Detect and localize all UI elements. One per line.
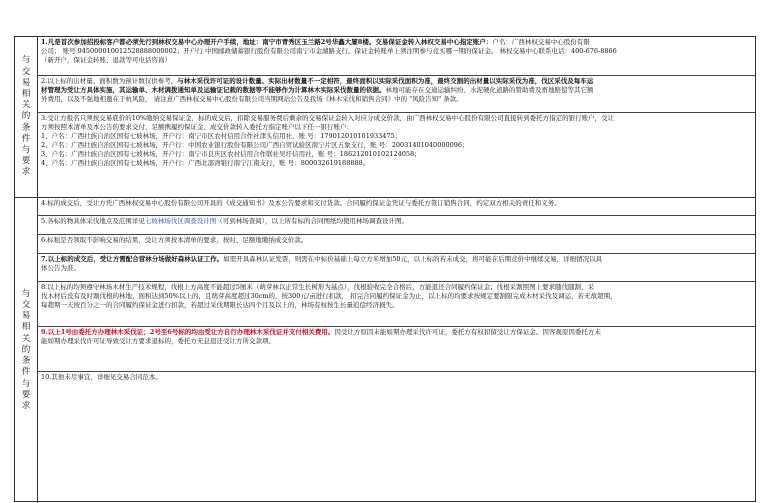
clause-line	[41, 56, 752, 65]
clause-text: 能如期办理采伐许可证导致受让方要求退标的，委托方无息退还受让方所交款项。	[41, 337, 275, 345]
clause-text: 10.其他未尽事宜，详细见交易合同范本。	[41, 373, 162, 381]
clause-line	[41, 132, 752, 141]
clause-line	[41, 95, 752, 104]
clause-line	[41, 292, 752, 301]
clause-line	[41, 114, 752, 123]
clause-row	[37, 254, 755, 282]
clause-line	[41, 141, 752, 150]
clause-line	[41, 301, 752, 310]
highlight-text: 9.以上1号由委托方办理林木采伐证；2号至6号标的均由受让方自行办理林木采伐证并支付相关费用。	[41, 328, 335, 336]
section-1	[15, 37, 755, 198]
side-label-text: 与交易相关的条件与要求	[21, 288, 31, 411]
clause-text: 体公告为准。	[41, 264, 80, 272]
clause-text: 每超期一天按百分之一的合同履约保证金进行扣款，若超过采伐期限长达四个月及以上的，林场有权按生长量追偿经济损失。	[41, 301, 399, 309]
clause-text: 如需开具森林认证发票，则需在中标价基础上每立方米增加50元，以上标的若未成交，将可能在后期竞价中继续交易，详细情况以具	[223, 255, 603, 263]
section-body	[37, 37, 755, 198]
clause-row	[37, 216, 755, 235]
clause-line	[41, 199, 752, 208]
clause-text: 户名：广西林权交易中心股份有限	[492, 38, 590, 46]
section-side-label	[15, 37, 38, 197]
clause-text: 1.凡是首次参加招投标客户都必须先行到林权交易中心办理开户手续，地址：南宁市青秀区玉兰路2号华鑫大厦8楼。交易保证金转入林权交易中心指定账户：	[41, 38, 493, 46]
clause-line	[41, 255, 752, 264]
clause-row	[37, 76, 755, 113]
clause-text: 5.各标的物具体采伐地点及范围详见	[41, 217, 145, 225]
clause-line	[41, 38, 752, 47]
clause-text: 林地可能存在交通运输纠纷、水泥硬化道路的赞助费及畜地赔偿等其它额	[385, 86, 594, 94]
section-2	[15, 198, 755, 503]
clause-line	[41, 236, 752, 245]
clause-text: 伐木材后没有及时割伐根的林地，面积达到50%以上的，且萌芽高度超过30cm的，按300元/亩进行扣款， 扣完合同履约保证金为止，以上标的均要求按规定要割限完成木材采伐及调运，若无故超期，	[41, 292, 617, 300]
clause-line	[41, 337, 752, 346]
clause-line	[41, 47, 752, 56]
clause-text: 3、户名：广西壮族自治区国有七坡林场，开户行：南宁市良庆区农村信用合作联社吴圩信用社，账 号：186212010102124058；	[41, 150, 421, 158]
clause-line	[41, 77, 752, 86]
clause-line	[41, 283, 752, 292]
clause-text: （可到林场查阅），以上所有标的合同图纸均使用林场调查设计图。	[216, 217, 408, 225]
clause-text: 方须按照本清单及本公告的要求交付，足额携履约保证金、成交价款转入委托方指定账户以下任一银行账户：	[41, 123, 353, 131]
clause-row	[37, 235, 755, 254]
clause-line	[41, 328, 752, 337]
clause-row	[37, 282, 755, 327]
section-body	[37, 198, 755, 392]
clause-line	[41, 86, 752, 95]
conditions-table	[14, 36, 756, 502]
clause-line	[41, 123, 752, 132]
clause-text: 7.以上标的成交后，受让方需配合营林分场做好森林认证工作。	[41, 255, 224, 263]
clause-text: 4、户名：广西壮族自治区国有七坡林场，开户行：广西北部湾银行南宁江南支行，账 号：800032619188888。	[41, 159, 370, 167]
clause-text: 2、户名：广西壮族自治区国有七坡林场，开户行：中国农业银行股份有限公司广西自贸试验区南宁片区五象支行，账 号：20031401040000096；	[41, 141, 469, 149]
clause-row	[37, 327, 755, 372]
clause-row	[37, 198, 755, 216]
clause-text: 材管理为受让方具体实施，其运输单、木材调拨通知单及运输证记载的数据等不能够作为计算林木实际采伐数量的依据。	[41, 86, 386, 94]
clause-line	[41, 373, 752, 382]
clause-line	[41, 264, 752, 273]
clause-row	[37, 372, 755, 392]
clause-text: 因受让方原因未能如期办理采伐许可证，委托方有权扣留受让方保证金。因客观原因委托方未	[334, 328, 601, 336]
clause-line	[41, 150, 752, 159]
clause-text: 4.标的成交后，受让方凭广西林权交易中心股份有限公司开具的《成交通知书》及本公告要求和支付货款。合同履约保证金凭证与委托方签订销售合同，约定双方相关的责任和义务。	[41, 199, 561, 207]
clause-text: 1、户名：广西壮族自治区国有七坡林场，开户行：南宁市区农村信用合作社津头信用社，账 号：17901201010193347​5；	[41, 132, 402, 140]
clause-text: （新开户，保证金转账、退款等可电话咨询）	[41, 56, 171, 64]
clause-row	[37, 37, 755, 76]
side-label-text: 与交易相关的条件与要求	[21, 55, 31, 178]
clause-line	[41, 217, 752, 226]
clause-text: 6.标租是否领取不影响交易的结果，受让方须按本清单的要求，按时、足额地缴纳成交价款。	[41, 236, 308, 244]
clause-text: 2.以上标的出材量、面积数为预计数仅供参考，	[41, 77, 178, 85]
clause-text: 外费用，以及不强地相邀在于杭风险， 请注意广西林权交易中心股份有限公司当期网站公告及我场《林木采伐和销售合同》中的 "风险告知" 条款。	[41, 95, 463, 103]
clause-line	[41, 159, 752, 168]
map-reference-link[interactable]: 七坡林场伐区调查设计图	[144, 217, 217, 225]
clause-text: 3.受让方报名只须按交易底价的10%缴纳交易保证金，标的成交后，扣除交易服务费后剩余的交易保证金转入对应分成交价款，由广西林权交易中心股份有限公司直接转到委托方指定的银行账户，受让	[41, 114, 615, 122]
clause-text: 8.以上标的均须遵守林场木材生产技术规程，伐根上方高度不能超过5厘米（萌芽林以正常生长树形为基点），伐根验收完全合格后，方能退还合同履约保证金；伐根采割照图上要求随伐随割，采	[41, 283, 595, 291]
section-side-label	[15, 198, 38, 503]
clause-row	[37, 113, 755, 198]
clause-text: 与林木采伐许可证的设计数量、实际出材数量不一定相符，最终面积以实际采伐面积为准，最终交割的出材量以实际采伐为准，伐区采伐及每车运	[177, 77, 594, 85]
clause-text: 公司； 账号 945000010012528888000002；开户行 中国邮政储蓄银行股份有限公司南宁市金湖路支行。保证金转账单上须注明参与竞买哪一期的保证金。 林权交易中心联系电话：400-676-8866	[41, 47, 617, 55]
